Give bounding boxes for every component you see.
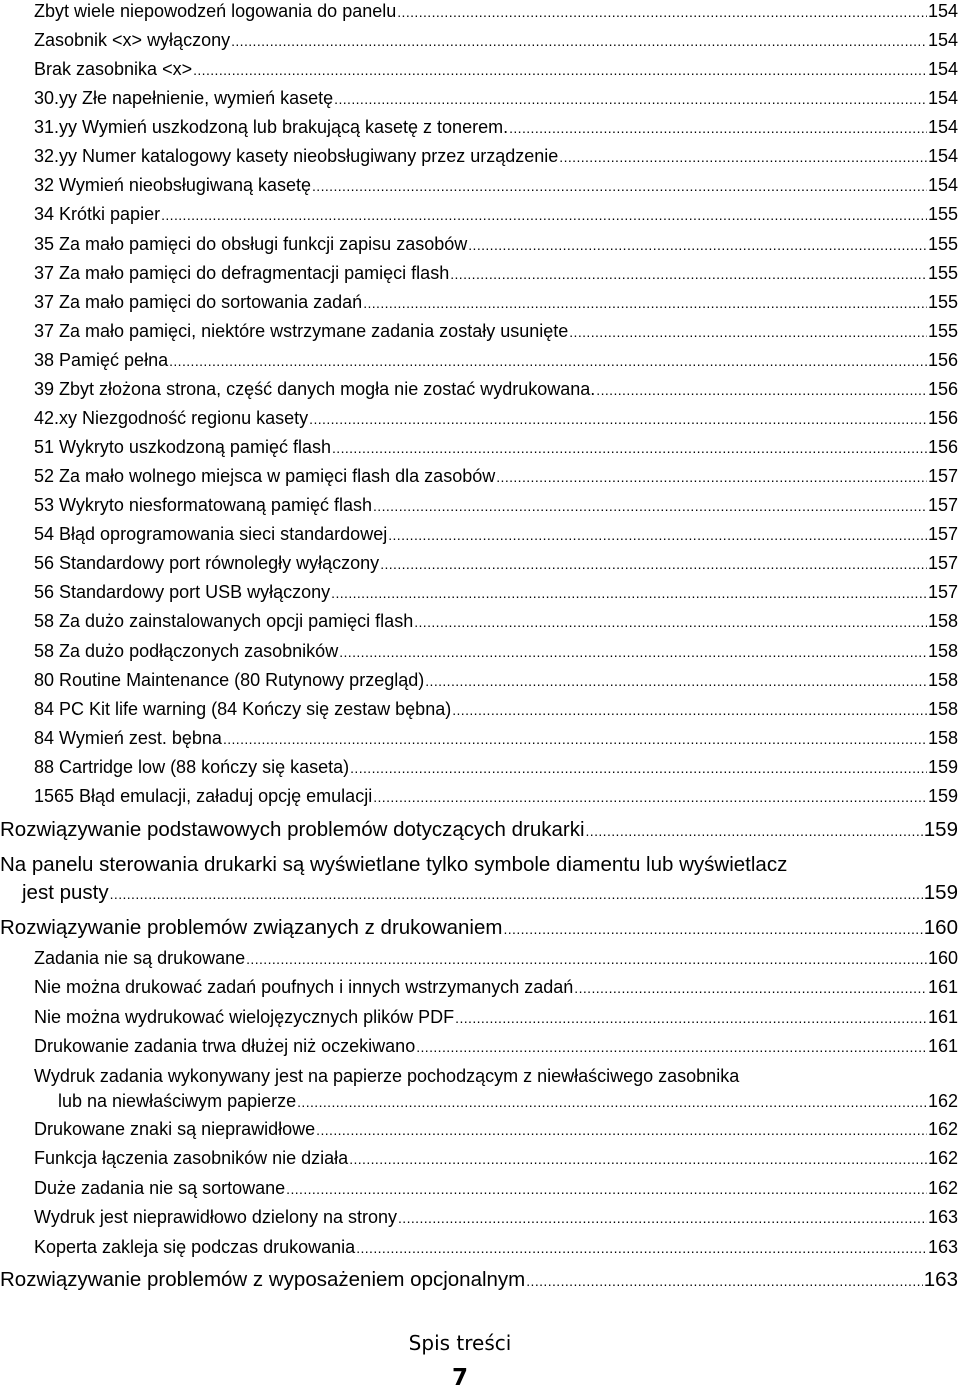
- toc-entry-page: 162: [927, 1148, 958, 1169]
- toc-entry[interactable]: [34, 1147, 958, 1170]
- toc-leader: [231, 30, 927, 52]
- toc-entry[interactable]: [34, 1118, 958, 1141]
- toc-entry-page: 162: [927, 1177, 958, 1198]
- toc-entry-page: 162: [927, 1091, 958, 1111]
- toc-entry[interactable]: [34, 0, 958, 23]
- toc-leader: [574, 977, 927, 999]
- toc-leader: [509, 117, 927, 139]
- toc-leader: [569, 321, 927, 343]
- toc-entry[interactable]: [34, 203, 958, 226]
- toc-section-diamond-line1[interactable]: Na panelu sterowania drukarki są wyświetlane tylko symbole diamentu lub wyświetlacz: [0, 853, 788, 876]
- toc-entry[interactable]: [34, 785, 958, 808]
- toc-entry-title: 32 Wymień nieobsługiwaną kasetę: [34, 175, 311, 196]
- toc-entry-wrong-tray[interactable]: [58, 1090, 958, 1113]
- toc-entry-title: 88 Cartridge low (88 kończy się kaseta): [34, 756, 350, 777]
- toc-entry-page: 159: [923, 818, 958, 841]
- toc-entry-page: 154: [927, 88, 958, 109]
- toc-leader: [339, 641, 927, 663]
- toc-entry[interactable]: [34, 1236, 958, 1259]
- toc-leader: [503, 917, 922, 941]
- toc-leader: [309, 408, 927, 430]
- toc-entry-page: 156: [927, 349, 958, 370]
- toc-entry[interactable]: [34, 320, 958, 343]
- toc-leader: [586, 819, 923, 843]
- footer-section-label: Spis treści: [408, 1331, 512, 1355]
- toc-entry-title: 38 Pamięć pełna: [34, 349, 169, 370]
- toc-leader: [350, 757, 927, 779]
- toc-entry-title: Zbyt wiele niepowodzeń logowania do panelu: [34, 1, 397, 21]
- toc-entry[interactable]: [34, 976, 958, 999]
- footer-page-number: 7: [451, 1365, 468, 1391]
- toc-leader: [223, 728, 927, 750]
- toc-entry-page: 154: [927, 175, 958, 196]
- toc-leader: [356, 1237, 927, 1259]
- toc-entry[interactable]: [34, 727, 958, 750]
- toc-entry[interactable]: [34, 581, 958, 604]
- toc-entry-title: 84 Wymień zest. bębna: [34, 727, 222, 748]
- toc-leader: [416, 1036, 927, 1058]
- toc-leader: [450, 263, 927, 285]
- toc-entry-title: Duże zadania nie są sortowane: [34, 1177, 286, 1198]
- toc-section-basic[interactable]: [0, 818, 958, 843]
- toc-leader: [246, 948, 927, 970]
- toc-leader: [363, 292, 927, 314]
- toc-leader: [388, 524, 927, 546]
- toc-entry[interactable]: [34, 145, 958, 168]
- toc-entry-page: 154: [927, 146, 958, 167]
- toc-leader: [332, 437, 927, 459]
- toc-entry-wrong-tray-line1[interactable]: Wydruk zadania wykonywany jest na papierze pochodzącym z niewłaściwego zasobnika: [34, 1066, 740, 1086]
- toc-entry-page: 155: [927, 262, 958, 283]
- toc-leader: [380, 553, 927, 575]
- toc-section-options[interactable]: [0, 1268, 958, 1293]
- toc-entry-title: 32.yy Numer katalogowy kasety nieobsługiwany przez urządzenie: [34, 146, 559, 167]
- toc-entry-title: Rozwiązywanie podstawowych problemów dotyczących drukarki: [0, 818, 585, 841]
- toc-entry-page: 158: [927, 640, 958, 661]
- toc-leader: [373, 786, 927, 808]
- toc-entry[interactable]: [34, 947, 958, 970]
- toc-entry-page: 155: [927, 233, 958, 254]
- toc-entry-title: jest pusty: [22, 881, 109, 904]
- toc-leader: [559, 146, 927, 168]
- toc-entry[interactable]: [34, 349, 958, 372]
- toc-entry-page: 159: [927, 785, 958, 806]
- toc-entry-title: Nie można wydrukować wielojęzycznych plików PDF: [34, 1006, 455, 1027]
- toc-entry[interactable]: [34, 116, 958, 139]
- toc-leader: [110, 882, 923, 906]
- toc-entry-page: 159: [927, 756, 958, 777]
- toc-entry-title: 37 Za mało pamięci do defragmentacji pamięci flash: [34, 262, 450, 283]
- toc-entry-page: 157: [927, 553, 958, 574]
- toc-entry-title: 37 Za mało pamięci do sortowania zadań: [34, 291, 363, 312]
- toc-leader: [193, 59, 927, 81]
- toc-entry-page: 158: [927, 698, 958, 719]
- toc-leader: [312, 175, 927, 197]
- toc-entry-title: Koperta zakleja się podczas drukowania: [34, 1236, 356, 1257]
- toc-leader: [297, 1091, 927, 1113]
- toc-entry-title: 34 Krótki papier: [34, 204, 161, 225]
- toc-leader: [331, 582, 927, 604]
- toc-entry-page: 157: [927, 582, 958, 603]
- toc-entry[interactable]: [34, 407, 958, 430]
- toc-entry-page: 158: [927, 727, 958, 748]
- toc-entry-page: 156: [927, 407, 958, 428]
- toc-entry-title: 84 PC Kit life warning (84 Kończy się zestaw bębna): [34, 698, 452, 719]
- toc-leader: [169, 350, 927, 372]
- toc-entry-page: 161: [927, 1006, 958, 1027]
- toc-leader: [452, 699, 927, 721]
- toc-entry[interactable]: [34, 1006, 958, 1029]
- toc-leader: [526, 1269, 923, 1293]
- toc-leader: [161, 204, 927, 226]
- toc-entry-title: 1565 Błąd emulacji, załaduj opcję emulacji: [34, 785, 373, 806]
- toc-entry-page: 163: [927, 1236, 958, 1257]
- toc-entry-page: 160: [927, 948, 958, 968]
- toc-entry-page: 157: [927, 466, 958, 487]
- toc-entry-title: Zasobnik <x> wyłączony: [34, 30, 231, 51]
- toc-entry[interactable]: [34, 669, 958, 692]
- toc-entry-title: 54 Błąd oprogramowania sieci standardowej: [34, 524, 388, 545]
- toc-section-printing[interactable]: [0, 916, 958, 941]
- toc-entry[interactable]: [34, 1206, 958, 1229]
- toc-entry-page: 157: [927, 495, 958, 516]
- toc-entry[interactable]: [34, 174, 958, 197]
- toc-leader: [334, 88, 927, 110]
- toc-entry[interactable]: [34, 291, 958, 314]
- toc-entry-title: Rozwiązywanie problemów z wyposażeniem opcjonalnym: [0, 1268, 526, 1291]
- toc-entry-title: 39 Zbyt złożona strona, część danych mogła nie zostać wydrukowana.: [34, 378, 596, 399]
- toc-entry-page: 154: [927, 30, 958, 51]
- toc-entry-title: 51 Wykryto uszkodzoną pamięć flash: [34, 437, 331, 458]
- toc-entry[interactable]: [34, 640, 958, 663]
- toc-leader: [316, 1119, 927, 1141]
- toc-entry-title: Rozwiązywanie problemów związanych z drukowaniem: [0, 916, 503, 939]
- toc-entry-page: 163: [923, 1268, 958, 1291]
- toc-leader: [596, 379, 927, 401]
- toc-entry-title: Brak zasobnika <x>: [34, 59, 193, 80]
- toc-entry-title: 58 Za dużo zainstalowanych opcji pamięci flash: [34, 611, 414, 632]
- toc-entry-page: 158: [927, 611, 958, 632]
- toc-entry[interactable]: [34, 262, 958, 285]
- toc-entry-page: 158: [927, 669, 958, 690]
- toc-leader: [373, 495, 927, 517]
- toc-entry-title: 56 Standardowy port USB wyłączony: [34, 582, 331, 603]
- toc-entry-page: 155: [927, 291, 958, 312]
- toc-entry-title: Zadania nie są drukowane: [34, 948, 246, 968]
- toc-entry-title: 31.yy Wymień uszkodzoną lub brakującą kasetę z tonerem.: [34, 117, 509, 138]
- toc-entry-title: 56 Standardowy port równoległy wyłączony: [34, 553, 380, 574]
- toc-entry-page: 161: [927, 1035, 958, 1056]
- toc-leader: [468, 234, 927, 256]
- toc-entry[interactable]: [34, 29, 958, 52]
- toc-entry[interactable]: [34, 436, 958, 459]
- toc-entry-page: 154: [927, 59, 958, 80]
- toc-entry[interactable]: [34, 58, 958, 81]
- toc-entry-title: Drukowane znaki są nieprawidłowe: [34, 1119, 316, 1139]
- toc-entry-title: 80 Routine Maintenance (80 Rutynowy przegląd): [34, 669, 425, 690]
- toc-leader: [425, 670, 927, 692]
- toc-entry-title: lub na niewłaściwym papierze: [58, 1091, 297, 1111]
- toc-entry-page: 156: [927, 378, 958, 399]
- toc-entry[interactable]: [34, 698, 958, 721]
- toc-entry[interactable]: [34, 465, 958, 488]
- toc-leader: [496, 466, 927, 488]
- toc-leader: [286, 1178, 927, 1200]
- toc-entry[interactable]: [34, 87, 958, 110]
- toc-entry-title: 30.yy Złe napełnienie, wymień kasetę: [34, 88, 334, 109]
- toc-entry-title: 35 Za mało pamięci do obsługi funkcji zapisu zasobów: [34, 233, 468, 254]
- toc-section-diamond[interactable]: [22, 881, 958, 906]
- toc-entry[interactable]: [34, 1177, 958, 1200]
- toc-leader: [349, 1148, 927, 1170]
- toc-entry-page: 155: [927, 204, 958, 225]
- toc-entry[interactable]: [34, 523, 958, 546]
- toc-entry-title: 42.xy Niezgodność regionu kasety: [34, 407, 309, 428]
- toc-entry-title: Wydruk jest nieprawidłowo dzielony na strony: [34, 1207, 398, 1228]
- toc-entry[interactable]: [34, 756, 958, 779]
- toc-entry-page: 154: [927, 1, 958, 21]
- toc-entry-title: Funkcja łączenia zasobników nie działa: [34, 1148, 349, 1169]
- toc-entry-page: 163: [927, 1207, 958, 1228]
- toc-leader: [397, 1, 927, 23]
- toc-entry-page: 157: [927, 524, 958, 545]
- toc-entry-page: 161: [927, 977, 958, 998]
- toc-entry-page: 159: [923, 881, 958, 904]
- toc-entry[interactable]: [34, 378, 958, 401]
- toc-entry-page: 155: [927, 320, 958, 341]
- toc-leader: [455, 1007, 927, 1029]
- toc-entry[interactable]: [34, 610, 958, 633]
- toc-entry-title: Nie można drukować zadań poufnych i innych wstrzymanych zadań: [34, 977, 574, 998]
- toc-entry-page: 154: [927, 117, 958, 138]
- toc-entry[interactable]: [34, 494, 958, 517]
- toc-entry-page: 160: [923, 916, 958, 939]
- toc-leader: [414, 611, 927, 633]
- toc-entry[interactable]: [34, 233, 958, 256]
- toc-entry-title: 53 Wykryto niesformatowaną pamięć flash: [34, 495, 372, 516]
- toc-entry-title: Drukowanie zadania trwa dłużej niż oczekiwano: [34, 1035, 416, 1056]
- toc-entry-title: 58 Za dużo podłączonych zasobników: [34, 640, 339, 661]
- toc-entry-title: 52 Za mało wolnego miejsca w pamięci flash dla zasobów: [34, 466, 496, 487]
- toc-entry[interactable]: [34, 552, 958, 575]
- toc-entry-page: 156: [927, 437, 958, 458]
- toc-entry[interactable]: [34, 1035, 958, 1058]
- toc-entry-title: 37 Za mało pamięci, niektóre wstrzymane zadania zostały usunięte: [34, 320, 569, 341]
- toc-entry-page: 162: [927, 1119, 958, 1139]
- toc-leader: [398, 1207, 927, 1229]
